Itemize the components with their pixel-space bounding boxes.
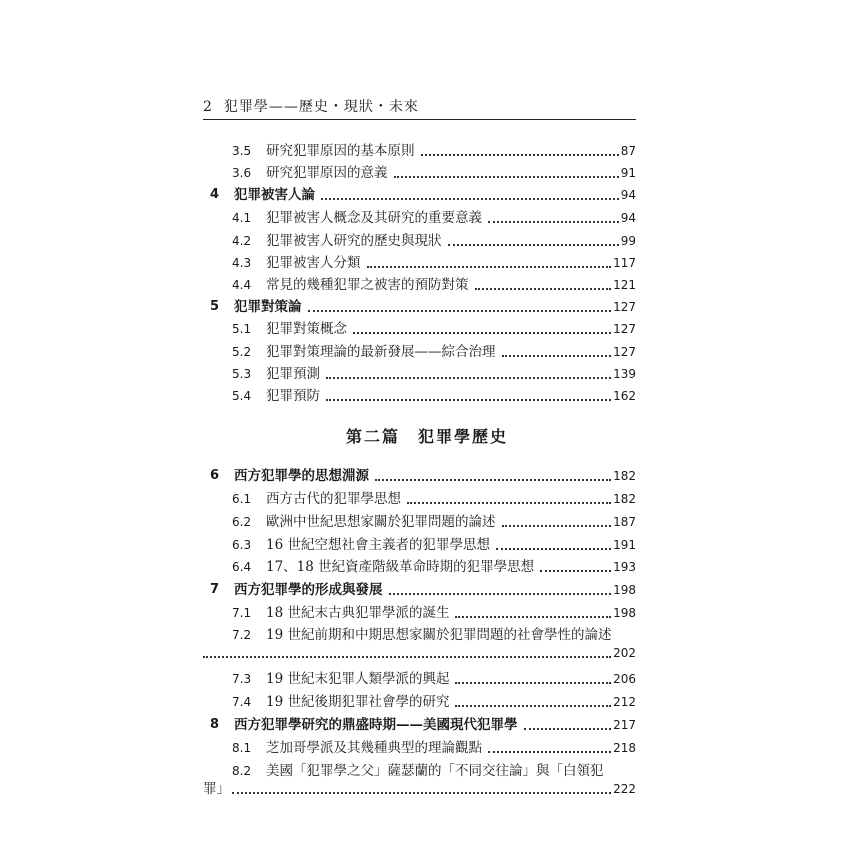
toc-row xyxy=(210,712,636,734)
entry-page: 182 xyxy=(613,492,636,506)
toc-row xyxy=(232,509,636,531)
toc-row xyxy=(210,463,636,485)
entry-title: 18 世紀末古典犯罪學派的誕生 xyxy=(266,605,450,621)
entry-title: 犯罪被害人分類 xyxy=(266,255,361,271)
entry-number: 6.2 xyxy=(232,515,252,529)
toc-row xyxy=(232,666,636,688)
chapter-title: 犯罪對策論 xyxy=(234,299,302,315)
toc-row xyxy=(232,600,636,622)
toc-continuation-row xyxy=(203,642,636,662)
toc-row xyxy=(232,250,636,272)
dot-leader xyxy=(326,399,611,401)
toc-row xyxy=(232,383,636,405)
entry-number: 6.4 xyxy=(232,560,252,574)
entry-page: 198 xyxy=(613,606,636,620)
entry-number: 7.2 xyxy=(232,628,252,642)
dot-leader xyxy=(496,548,611,550)
entry-title: 犯罪被害人概念及其研究的重要意義 xyxy=(266,210,482,226)
entry-title: 19 世紀前期和中期思想家關於犯罪問題的社會學性的論述 xyxy=(266,627,612,643)
entry-page: 162 xyxy=(613,389,636,403)
entry-title: 17、18 世紀資產階級革命時期的犯罪學思想 xyxy=(266,559,535,575)
entry-page: 187 xyxy=(613,515,636,529)
entry-title: 研究犯罪原因的基本原則 xyxy=(266,143,415,159)
chapter-title: 西方犯罪學的思想淵源 xyxy=(234,468,369,484)
dot-leader xyxy=(502,525,612,527)
dot-leader xyxy=(367,266,612,268)
entry-title: 19 世紀末犯罪人類學派的興起 xyxy=(266,671,450,687)
toc-row xyxy=(210,182,636,204)
dot-leader xyxy=(321,198,619,200)
chapter-number: 7 xyxy=(210,582,220,597)
chapter-number: 4 xyxy=(210,187,220,202)
header-rule xyxy=(203,119,636,120)
running-header xyxy=(203,98,643,116)
entry-number: 4.4 xyxy=(232,278,252,292)
chapter-title: 犯罪被害人論 xyxy=(234,187,315,203)
chapter-title: 西方犯罪學的形成與發展 xyxy=(234,582,383,598)
entry-title: 美國「犯罪學之父」薩瑟蘭的「不同交往論」與「白領犯 xyxy=(266,763,604,779)
toc-continuation-row xyxy=(203,778,636,798)
entry-page: 191 xyxy=(613,538,636,552)
entry-page: 127 xyxy=(613,300,636,314)
toc-row xyxy=(232,554,636,576)
entry-title: 16 世紀空想社會主義者的犯罪學思想 xyxy=(266,537,490,553)
dot-leader xyxy=(524,728,612,730)
toc-row xyxy=(232,160,636,182)
dot-leader xyxy=(488,751,611,753)
dot-leader xyxy=(394,176,619,178)
entry-page: 87 xyxy=(620,144,636,158)
entry-number: 3.6 xyxy=(232,166,252,180)
entry-number: 7.1 xyxy=(232,606,252,620)
entry-page: 206 xyxy=(613,672,636,686)
entry-number: 5.1 xyxy=(232,322,252,336)
toc-row xyxy=(210,577,636,599)
toc-row xyxy=(232,361,636,383)
entry-number: 8.1 xyxy=(232,741,252,755)
dot-leader xyxy=(502,355,612,357)
chapter-number: 8 xyxy=(210,717,220,732)
entry-number: 8.2 xyxy=(232,764,252,778)
dot-leader xyxy=(488,221,619,223)
toc-row xyxy=(232,272,636,294)
entry-page: 94 xyxy=(620,188,636,202)
toc-row xyxy=(232,138,636,160)
toc-row xyxy=(232,532,636,554)
chapter-number: 6 xyxy=(210,468,220,483)
entry-page: 117 xyxy=(613,256,636,270)
entry-page: 139 xyxy=(613,367,636,381)
entry-title-continuation: 罪」 xyxy=(203,781,230,797)
entry-number: 4.2 xyxy=(232,234,252,248)
toc-row xyxy=(232,205,636,227)
dot-leader xyxy=(375,479,611,481)
entry-page: 99 xyxy=(620,234,636,248)
entry-page: 91 xyxy=(620,166,636,180)
toc-row xyxy=(232,735,636,757)
dot-leader xyxy=(353,332,611,334)
dot-leader xyxy=(407,502,611,504)
entry-title: 犯罪對策理論的最新發展——綜合治理 xyxy=(266,344,496,360)
chapter-number: 5 xyxy=(210,299,220,314)
dot-leader xyxy=(308,310,612,312)
entry-page: 218 xyxy=(613,741,636,755)
entry-title: 常見的幾種犯罪之被害的預防對策 xyxy=(266,277,469,293)
entry-page: 198 xyxy=(613,583,636,597)
entry-title: 西方古代的犯罪學思想 xyxy=(266,491,401,507)
toc-row xyxy=(210,294,636,316)
entry-page: 212 xyxy=(613,695,636,709)
entry-number: 3.5 xyxy=(232,144,252,158)
entry-number: 5.2 xyxy=(232,345,252,359)
entry-title: 犯罪預測 xyxy=(266,366,320,382)
entry-title: 犯罪預防 xyxy=(266,388,320,404)
dot-leader xyxy=(448,244,619,246)
entry-title: 犯罪被害人研究的歷史與現狀 xyxy=(266,233,442,249)
header-book-title: 犯罪學——歷史・現狀・未來 xyxy=(223,99,419,115)
entry-page: 94 xyxy=(620,211,636,225)
entry-title: 芝加哥學派及其幾種典型的理論觀點 xyxy=(266,740,482,756)
dot-leader xyxy=(455,616,611,618)
entry-number: 6.1 xyxy=(232,492,252,506)
dot-leader xyxy=(203,656,611,658)
entry-page: 202 xyxy=(613,646,636,660)
dot-leader xyxy=(232,792,611,794)
dot-leader xyxy=(455,705,611,707)
dot-leader xyxy=(540,570,611,572)
chapter-title: 西方犯罪學研究的鼎盛時期——美國現代犯罪學 xyxy=(234,717,518,733)
toc-row xyxy=(232,689,636,711)
entry-number: 4.1 xyxy=(232,211,252,225)
entry-number: 7.3 xyxy=(232,672,252,686)
entry-page: 182 xyxy=(613,469,636,483)
entry-title: 犯罪對策概念 xyxy=(266,321,347,337)
entry-number: 7.4 xyxy=(232,695,252,709)
entry-number: 4.3 xyxy=(232,256,252,270)
entry-page: 222 xyxy=(613,782,636,796)
entry-page: 193 xyxy=(613,560,636,574)
entry-page: 121 xyxy=(613,278,636,292)
toc-row xyxy=(232,339,636,361)
entry-number: 6.3 xyxy=(232,538,252,552)
entry-page: 127 xyxy=(613,345,636,359)
section-title: 第二篇 犯罪學歷史 xyxy=(346,427,509,446)
entry-title: 歐洲中世紀思想家關於犯罪問題的論述 xyxy=(266,514,496,530)
entry-number: 5.4 xyxy=(232,389,252,403)
toc-row xyxy=(232,622,636,644)
toc-row xyxy=(232,316,636,338)
dot-leader xyxy=(326,377,611,379)
entry-page: 217 xyxy=(613,718,636,732)
entry-title: 19 世紀後期犯罪社會學的研究 xyxy=(266,694,450,710)
toc-row xyxy=(232,486,636,508)
dot-leader xyxy=(421,154,619,156)
entry-page: 127 xyxy=(613,322,636,336)
dot-leader xyxy=(455,682,611,684)
entry-number: 5.3 xyxy=(232,367,252,381)
toc-row xyxy=(232,758,636,780)
dot-leader xyxy=(475,288,612,290)
toc-row xyxy=(232,228,636,250)
entry-title: 研究犯罪原因的意義 xyxy=(266,165,388,181)
header-page-number: 2 xyxy=(203,99,213,115)
dot-leader xyxy=(389,593,612,595)
